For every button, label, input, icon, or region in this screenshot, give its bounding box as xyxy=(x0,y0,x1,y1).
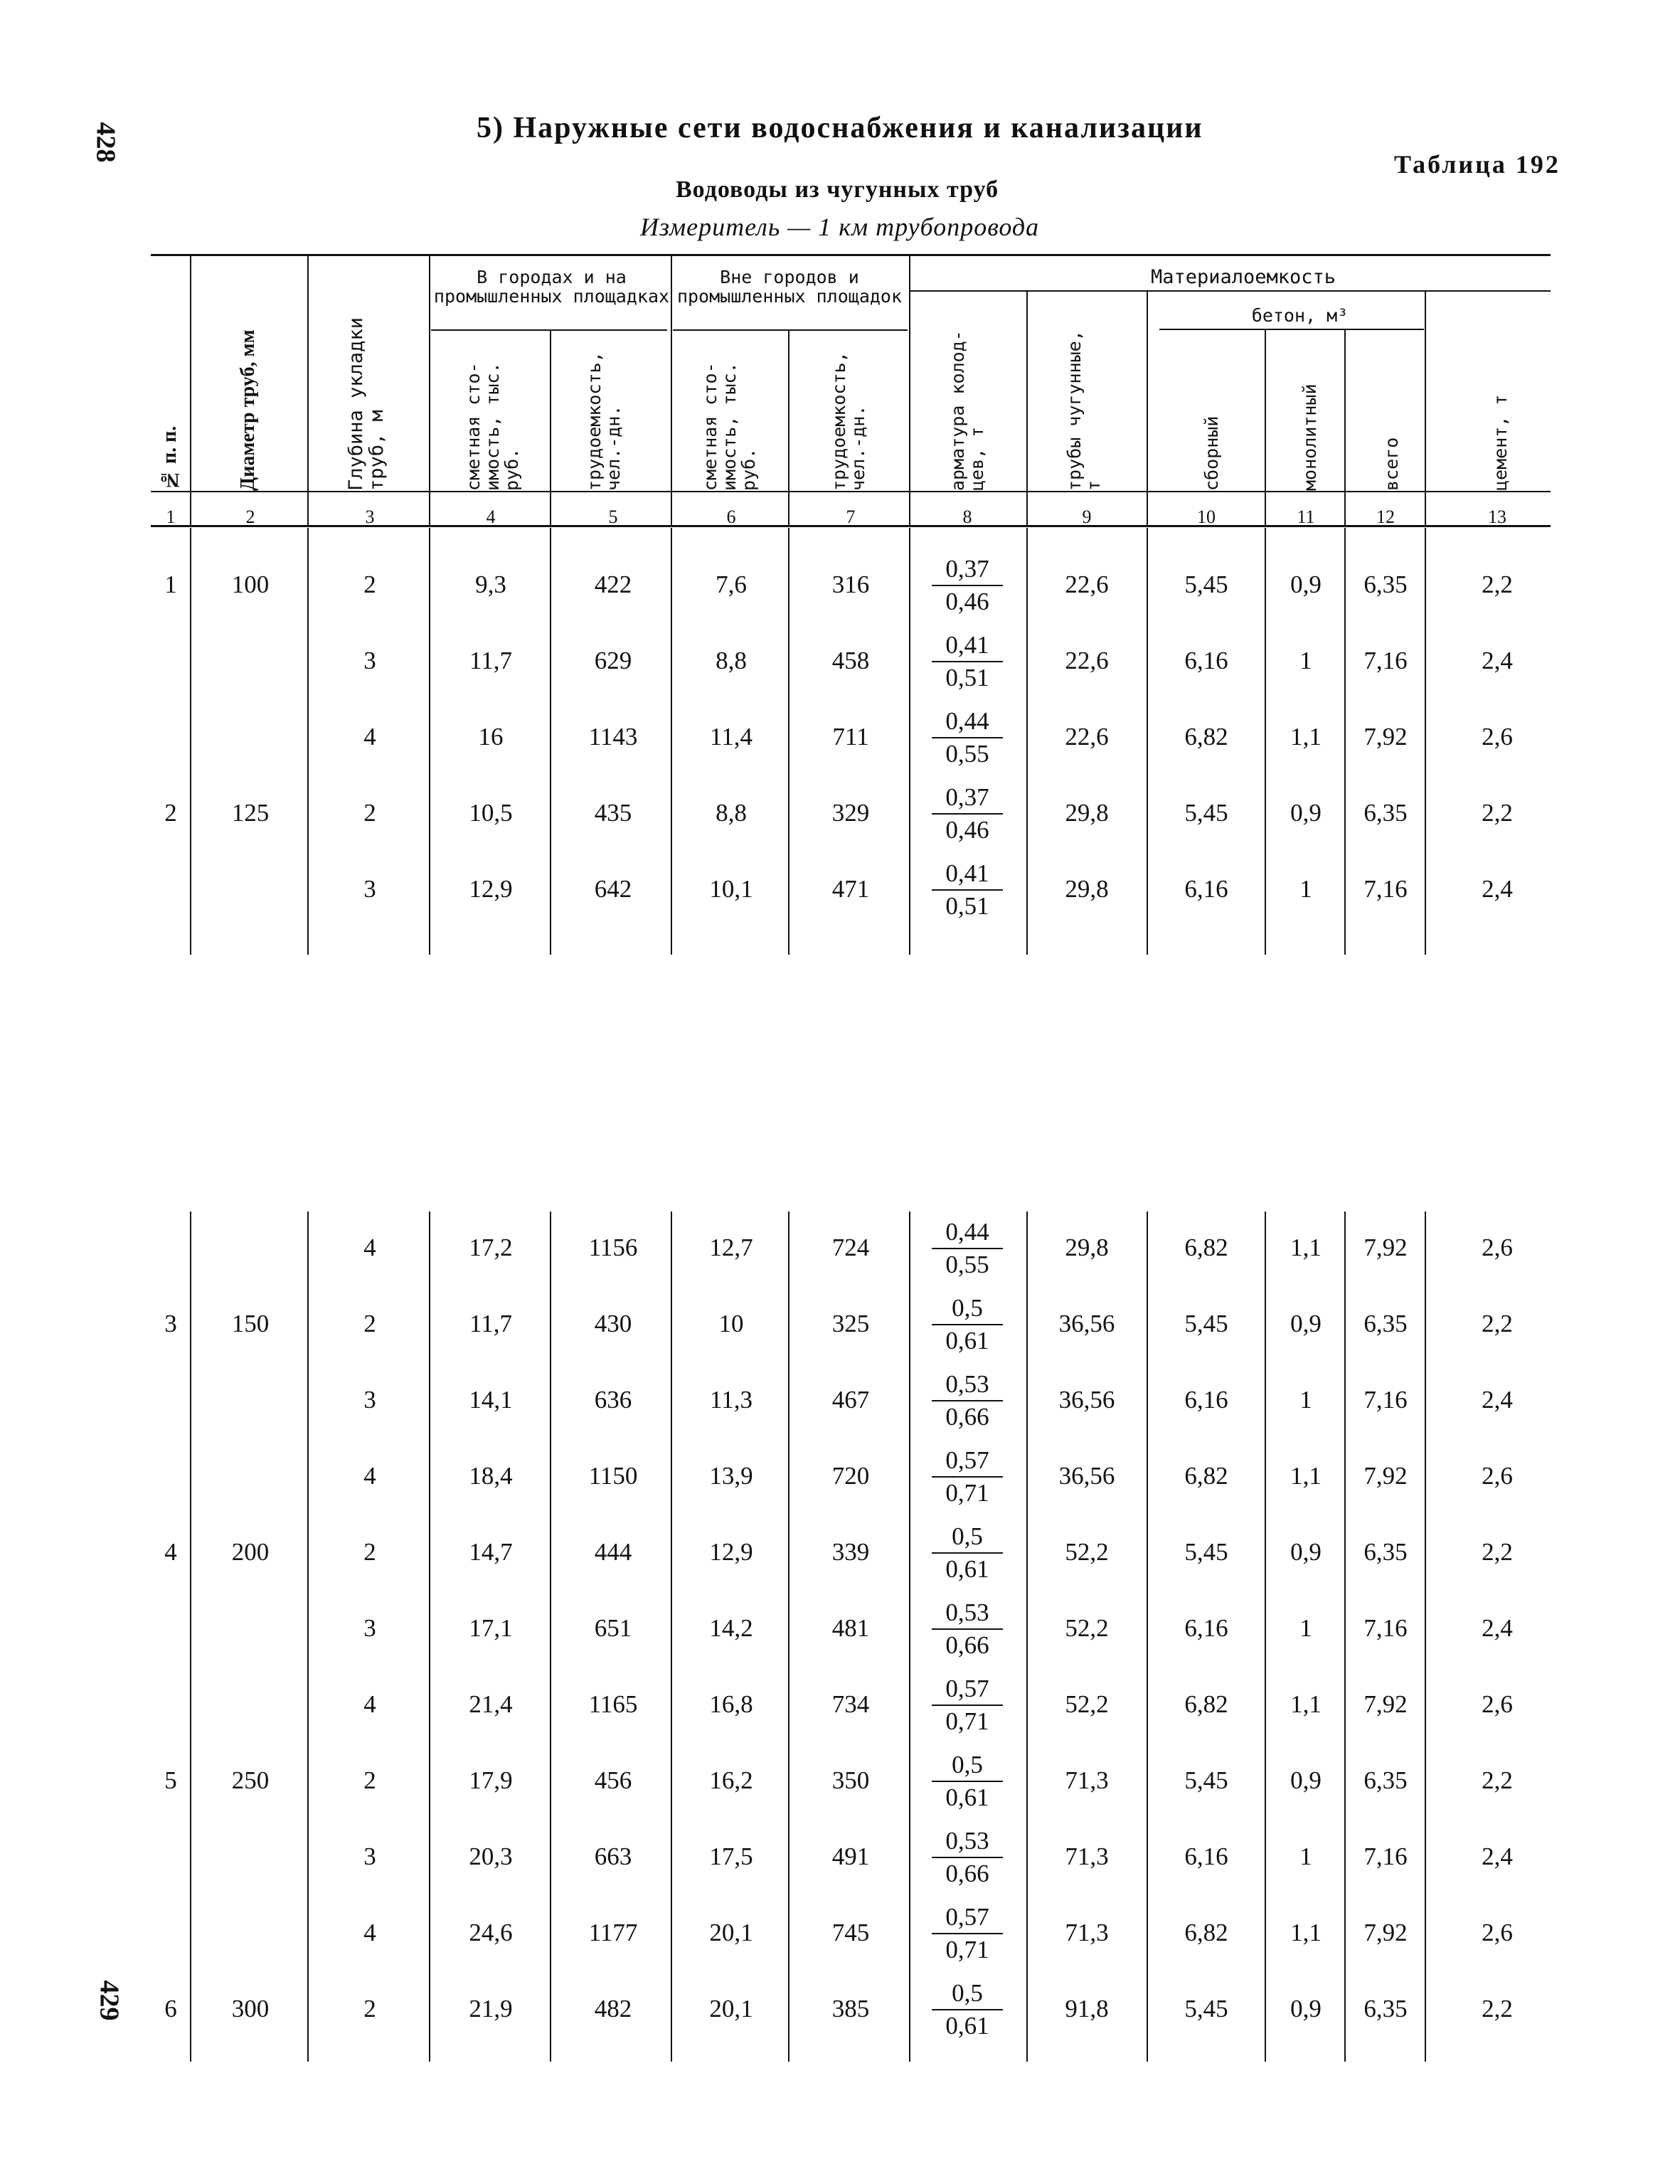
fraction-denominator: 0,61 xyxy=(945,2012,989,2040)
monolithic-concrete: 0,9 xyxy=(1290,1995,1322,2023)
header-city-labor: трудоемкость, чел.-дн. xyxy=(584,351,624,491)
outside-labor: 458 xyxy=(831,647,870,674)
outside-cost: 10,1 xyxy=(709,875,753,903)
rebar-fraction xyxy=(932,1673,1003,1737)
fraction-denominator: 0,61 xyxy=(945,1555,989,1583)
precast-concrete: 5,45 xyxy=(1184,1766,1228,1794)
header-rebar: арматура колод- цев, т xyxy=(947,330,987,491)
body-column-divider xyxy=(307,528,309,955)
table-subtitle: Водоводы из чугунных труб xyxy=(676,176,999,203)
laying-depth: 4 xyxy=(363,1690,376,1718)
outside-cost: 8,8 xyxy=(716,647,747,674)
column-number: 4 xyxy=(486,507,496,527)
body-column-divider xyxy=(909,1212,910,2062)
outside-group-rule xyxy=(673,329,908,331)
cement: 2,4 xyxy=(1482,1843,1513,1870)
city-group-rule xyxy=(431,329,667,331)
fraction-denominator: 0,66 xyxy=(945,1860,989,1887)
cement: 2,6 xyxy=(1482,1919,1513,1946)
column-number: 3 xyxy=(365,507,375,527)
header-total: всего xyxy=(1381,437,1402,491)
cast-iron-pipes: 22,6 xyxy=(1065,723,1109,751)
cast-iron-pipes: 29,8 xyxy=(1065,799,1109,827)
cast-iron-pipes: 36,56 xyxy=(1058,1462,1115,1490)
monolithic-concrete: 1,1 xyxy=(1290,1690,1322,1718)
header-group-material: Материалоемкость xyxy=(1150,266,1336,288)
cast-iron-pipes: 52,2 xyxy=(1065,1690,1109,1718)
laying-depth: 2 xyxy=(363,1766,376,1794)
cast-iron-pipes: 71,3 xyxy=(1065,1919,1109,1946)
cast-iron-pipes: 36,56 xyxy=(1058,1310,1115,1337)
row-number: 4 xyxy=(164,1538,177,1566)
cast-iron-pipes: 29,8 xyxy=(1065,1234,1109,1261)
monolithic-concrete: 1,1 xyxy=(1290,1462,1322,1490)
rebar-fraction xyxy=(932,706,1003,770)
fraction-numerator: 0,44 xyxy=(932,706,1003,738)
precast-concrete: 6,82 xyxy=(1184,1234,1228,1261)
outside-labor: 491 xyxy=(831,1843,870,1870)
pipe-diameter: 125 xyxy=(231,799,270,827)
laying-depth: 2 xyxy=(363,571,376,598)
laying-depth: 2 xyxy=(363,1995,376,2023)
precast-concrete: 6,16 xyxy=(1184,647,1228,674)
city-labor: 642 xyxy=(594,875,632,903)
pipe-diameter: 150 xyxy=(231,1310,270,1337)
row-number: 3 xyxy=(164,1310,177,1337)
body-column-divider xyxy=(671,528,672,955)
city-labor: 1143 xyxy=(588,723,638,751)
outside-labor: 481 xyxy=(831,1614,870,1642)
fraction-numerator: 0,53 xyxy=(932,1825,1003,1858)
outside-cost: 7,6 xyxy=(716,571,747,598)
rebar-fraction xyxy=(932,1597,1003,1661)
fraction-denominator: 0,55 xyxy=(945,740,989,768)
city-labor: 1177 xyxy=(588,1919,638,1946)
outside-labor: 385 xyxy=(831,1995,870,2023)
column-number: 12 xyxy=(1376,507,1395,527)
monolithic-concrete: 1 xyxy=(1299,1843,1312,1870)
total-concrete: 7,16 xyxy=(1363,1386,1408,1414)
cement: 2,2 xyxy=(1482,1995,1513,2023)
outside-cost: 12,9 xyxy=(709,1538,753,1566)
cement: 2,4 xyxy=(1482,647,1513,674)
city-labor: 651 xyxy=(594,1614,632,1642)
cement: 2,4 xyxy=(1482,1386,1513,1414)
fraction-numerator: 0,5 xyxy=(932,1293,1003,1325)
table-label: Таблица 192 xyxy=(1394,150,1561,179)
city-labor: 435 xyxy=(594,799,632,827)
precast-concrete: 6,82 xyxy=(1184,723,1228,751)
header-bottom-rule xyxy=(151,491,1551,492)
table-top-rule xyxy=(151,254,1551,256)
header-group-outside: Вне городов и промышленных площадок xyxy=(676,267,903,307)
column-number: 6 xyxy=(726,507,736,527)
body-column-divider xyxy=(1026,528,1028,955)
cement: 2,2 xyxy=(1482,1538,1513,1566)
city-cost: 20,3 xyxy=(469,1843,513,1870)
header-column-divider xyxy=(671,254,672,525)
column-number: 9 xyxy=(1082,507,1092,527)
outside-labor: 339 xyxy=(831,1538,870,1566)
header-outside-cost: сметная сто- имость, тыс. руб. xyxy=(700,362,759,491)
body-column-divider xyxy=(550,528,551,955)
cement: 2,4 xyxy=(1482,1614,1513,1642)
rebar-fraction xyxy=(932,1216,1003,1281)
city-cost: 17,1 xyxy=(469,1614,513,1642)
laying-depth: 2 xyxy=(363,1310,376,1337)
header-column-divider xyxy=(1026,290,1028,525)
fraction-numerator: 0,41 xyxy=(932,858,1003,891)
measure-unit: Измеритель — 1 км трубопровода xyxy=(640,213,1040,241)
monolithic-concrete: 1,1 xyxy=(1290,1919,1322,1946)
monolithic-concrete: 0,9 xyxy=(1290,1538,1322,1566)
fraction-denominator: 0,51 xyxy=(945,664,989,691)
laying-depth: 4 xyxy=(363,723,376,751)
material-group-rule xyxy=(909,290,1551,292)
header-column-divider xyxy=(1147,290,1148,525)
outside-cost: 12,7 xyxy=(709,1234,753,1261)
cast-iron-pipes: 52,2 xyxy=(1065,1614,1109,1642)
fraction-numerator: 0,53 xyxy=(932,1597,1003,1630)
city-cost: 11,7 xyxy=(469,1310,512,1337)
fraction-denominator: 0,61 xyxy=(945,1327,989,1355)
laying-depth: 4 xyxy=(363,1462,376,1490)
fraction-numerator: 0,37 xyxy=(932,553,1003,586)
outside-labor: 329 xyxy=(831,799,870,827)
outside-cost: 20,1 xyxy=(709,1995,753,2023)
rebar-fraction xyxy=(932,1978,1003,2042)
header-city-cost: сметная сто- имость, тыс. руб. xyxy=(463,362,522,491)
concrete-group-rule xyxy=(1159,329,1424,330)
outside-labor: 316 xyxy=(831,571,870,598)
precast-concrete: 6,16 xyxy=(1184,875,1228,903)
header-column-divider xyxy=(1425,290,1426,525)
city-cost: 21,4 xyxy=(469,1690,513,1718)
header-column-divider xyxy=(550,329,551,525)
header-outside-labor: трудоемкость, чел.-дн. xyxy=(829,351,868,491)
total-concrete: 6,35 xyxy=(1363,1538,1408,1566)
monolithic-concrete: 1 xyxy=(1299,1386,1312,1414)
body-column-divider xyxy=(550,1212,551,2062)
fraction-numerator: 0,5 xyxy=(932,1521,1003,1554)
body-column-divider xyxy=(788,528,790,955)
precast-concrete: 6,16 xyxy=(1184,1386,1228,1414)
cast-iron-pipes: 52,2 xyxy=(1065,1538,1109,1566)
precast-concrete: 6,16 xyxy=(1184,1843,1228,1870)
city-cost: 18,4 xyxy=(469,1462,513,1490)
precast-concrete: 6,16 xyxy=(1184,1614,1228,1642)
laying-depth: 3 xyxy=(363,1614,376,1642)
fraction-denominator: 0,71 xyxy=(945,1707,989,1735)
city-cost: 14,1 xyxy=(469,1386,513,1414)
precast-concrete: 5,45 xyxy=(1184,571,1228,598)
total-concrete: 7,16 xyxy=(1363,875,1408,903)
cement: 2,2 xyxy=(1482,799,1513,827)
city-labor: 629 xyxy=(594,647,632,674)
rebar-fraction xyxy=(932,1521,1003,1585)
total-concrete: 7,92 xyxy=(1363,1234,1408,1261)
city-cost: 24,6 xyxy=(469,1919,513,1946)
outside-cost: 10 xyxy=(718,1310,744,1337)
cement: 2,2 xyxy=(1482,1766,1513,1794)
precast-concrete: 6,82 xyxy=(1184,1690,1228,1718)
page-number-top: 428 xyxy=(90,122,121,163)
total-concrete: 7,16 xyxy=(1363,1843,1408,1870)
pipe-diameter: 250 xyxy=(231,1766,270,1794)
fraction-denominator: 0,51 xyxy=(945,892,989,920)
city-cost: 11,7 xyxy=(469,647,512,674)
city-labor: 636 xyxy=(594,1386,632,1414)
city-cost: 10,5 xyxy=(469,799,513,827)
city-cost: 21,9 xyxy=(469,1995,513,2023)
monolithic-concrete: 1 xyxy=(1299,647,1312,674)
precast-concrete: 6,82 xyxy=(1184,1462,1228,1490)
fraction-denominator: 0,66 xyxy=(945,1403,989,1431)
body-column-divider xyxy=(1026,1212,1028,2062)
outside-labor: 467 xyxy=(831,1386,870,1414)
precast-concrete: 5,45 xyxy=(1184,1310,1228,1337)
cast-iron-pipes: 91,8 xyxy=(1065,1995,1109,2023)
header-group-city: В городах и на промышленных площадках xyxy=(433,267,670,307)
precast-concrete: 6,82 xyxy=(1184,1919,1228,1946)
total-concrete: 7,92 xyxy=(1363,1462,1408,1490)
header-column-divider xyxy=(1344,329,1346,525)
column-number: 5 xyxy=(608,507,618,527)
laying-depth: 3 xyxy=(363,647,376,674)
outside-cost: 17,5 xyxy=(709,1843,753,1870)
outside-labor: 325 xyxy=(831,1310,870,1337)
outside-labor: 720 xyxy=(831,1462,870,1490)
city-labor: 1165 xyxy=(588,1690,638,1718)
section-title: 5) Наружные сети водоснабжения и канализации xyxy=(477,112,1203,144)
rebar-fraction xyxy=(932,553,1003,617)
cement: 2,4 xyxy=(1482,875,1513,903)
total-concrete: 6,35 xyxy=(1363,1310,1408,1337)
total-concrete: 6,35 xyxy=(1363,1766,1408,1794)
outside-cost: 11,4 xyxy=(710,723,753,751)
city-cost: 17,2 xyxy=(469,1234,513,1261)
header-row-number: № п. п. xyxy=(159,425,181,491)
pipe-diameter: 200 xyxy=(231,1538,270,1566)
page-number-bottom: 429 xyxy=(94,1980,124,2021)
rebar-fraction xyxy=(932,782,1003,846)
body-column-divider xyxy=(1147,528,1148,955)
header-column-divider xyxy=(909,254,910,525)
city-labor: 1156 xyxy=(588,1234,638,1261)
header-column-divider xyxy=(307,254,309,525)
fraction-denominator: 0,71 xyxy=(945,1936,989,1963)
city-labor: 663 xyxy=(594,1843,632,1870)
outside-labor: 711 xyxy=(832,723,869,751)
body-column-divider xyxy=(1147,1212,1148,2062)
monolithic-concrete: 1,1 xyxy=(1290,1234,1322,1261)
header-column-divider xyxy=(1265,329,1266,525)
city-cost: 9,3 xyxy=(475,571,506,598)
rebar-fraction xyxy=(932,1749,1003,1813)
rebar-fraction xyxy=(932,858,1003,922)
city-labor: 430 xyxy=(594,1310,632,1337)
cast-iron-pipes: 71,3 xyxy=(1065,1766,1109,1794)
rebar-fraction xyxy=(932,1293,1003,1357)
header-monolithic: монолитный xyxy=(1299,383,1320,491)
row-number: 5 xyxy=(164,1766,177,1794)
total-concrete: 6,35 xyxy=(1363,1995,1408,2023)
city-cost: 12,9 xyxy=(469,875,513,903)
city-labor: 444 xyxy=(594,1538,632,1566)
header-column-divider xyxy=(788,329,790,525)
total-concrete: 7,92 xyxy=(1363,1919,1408,1946)
column-number: 13 xyxy=(1488,507,1506,527)
pipe-diameter: 100 xyxy=(231,571,270,598)
cement: 2,6 xyxy=(1482,1690,1513,1718)
rebar-fraction xyxy=(932,1902,1003,1966)
column-number: 7 xyxy=(846,507,856,527)
fraction-denominator: 0,66 xyxy=(945,1631,989,1659)
column-number: 1 xyxy=(166,507,176,527)
total-concrete: 6,35 xyxy=(1363,571,1408,598)
outside-labor: 471 xyxy=(831,875,870,903)
fraction-denominator: 0,46 xyxy=(945,588,989,615)
body-column-divider xyxy=(429,1212,430,2062)
precast-concrete: 5,45 xyxy=(1184,1538,1228,1566)
cast-iron-pipes: 71,3 xyxy=(1065,1843,1109,1870)
city-cost: 16 xyxy=(478,723,504,751)
total-concrete: 6,35 xyxy=(1363,799,1408,827)
fraction-numerator: 0,57 xyxy=(932,1902,1003,1934)
header-column-divider xyxy=(429,254,430,525)
column-number: 11 xyxy=(1297,507,1315,527)
laying-depth: 3 xyxy=(363,875,376,903)
cast-iron-pipes: 36,56 xyxy=(1058,1386,1115,1414)
row-number: 6 xyxy=(164,1995,177,2023)
header-cast-iron-pipes: трубы чугунные, т xyxy=(1064,330,1104,491)
fraction-numerator: 0,41 xyxy=(932,630,1003,662)
cement: 2,2 xyxy=(1482,571,1513,598)
outside-cost: 14,2 xyxy=(709,1614,753,1642)
body-column-divider xyxy=(671,1212,672,2062)
monolithic-concrete: 1 xyxy=(1299,875,1312,903)
laying-depth: 2 xyxy=(363,1538,376,1566)
city-labor: 456 xyxy=(594,1766,632,1794)
cement: 2,6 xyxy=(1482,1234,1513,1261)
rebar-fraction xyxy=(932,630,1003,694)
outside-labor: 724 xyxy=(831,1234,870,1261)
laying-depth: 4 xyxy=(363,1919,376,1946)
rebar-fraction xyxy=(932,1369,1003,1433)
fraction-denominator: 0,55 xyxy=(945,1251,989,1278)
column-number: 8 xyxy=(962,507,972,527)
rebar-fraction xyxy=(932,1825,1003,1889)
outside-cost: 16,2 xyxy=(709,1766,753,1794)
rebar-fraction xyxy=(932,1445,1003,1509)
fraction-denominator: 0,71 xyxy=(945,1479,989,1507)
outside-labor: 734 xyxy=(831,1690,870,1718)
row-number: 1 xyxy=(164,571,177,598)
outside-cost: 13,9 xyxy=(709,1462,753,1490)
monolithic-concrete: 0,9 xyxy=(1290,799,1322,827)
header-precast: сборный xyxy=(1201,415,1222,491)
total-concrete: 7,16 xyxy=(1363,1614,1408,1642)
fraction-numerator: 0,53 xyxy=(932,1369,1003,1401)
fraction-numerator: 0,37 xyxy=(932,782,1003,815)
city-cost: 14,7 xyxy=(469,1538,513,1566)
city-labor: 422 xyxy=(594,571,632,598)
outside-cost: 8,8 xyxy=(716,799,747,827)
header-pipe-diameter: Диаметр труб, мм xyxy=(237,329,259,491)
body-column-divider xyxy=(429,528,430,955)
city-labor: 1150 xyxy=(588,1462,638,1490)
monolithic-concrete: 0,9 xyxy=(1290,571,1322,598)
outside-cost: 16,8 xyxy=(709,1690,753,1718)
header-column-divider xyxy=(190,254,191,525)
cement: 2,2 xyxy=(1482,1310,1513,1337)
precast-concrete: 5,45 xyxy=(1184,799,1228,827)
fraction-denominator: 0,61 xyxy=(945,1783,989,1811)
column-number: 10 xyxy=(1197,507,1216,527)
cement: 2,6 xyxy=(1482,723,1513,751)
city-labor: 482 xyxy=(594,1995,632,2023)
laying-depth: 2 xyxy=(363,799,376,827)
body-column-divider xyxy=(307,1212,309,2062)
body-column-divider xyxy=(909,528,910,955)
column-number: 2 xyxy=(245,507,255,527)
row-number: 2 xyxy=(164,799,177,827)
fraction-numerator: 0,57 xyxy=(932,1445,1003,1478)
body-column-divider xyxy=(788,1212,790,2062)
monolithic-concrete: 1 xyxy=(1299,1614,1312,1642)
header-group-concrete: бетон, м³ xyxy=(1251,305,1349,326)
outside-cost: 11,3 xyxy=(710,1386,753,1414)
precast-concrete: 5,45 xyxy=(1184,1995,1228,2023)
cast-iron-pipes: 22,6 xyxy=(1065,571,1109,598)
monolithic-concrete: 0,9 xyxy=(1290,1766,1322,1794)
fraction-numerator: 0,5 xyxy=(932,1978,1003,2010)
fraction-numerator: 0,5 xyxy=(932,1749,1003,1782)
monolithic-concrete: 0,9 xyxy=(1290,1310,1322,1337)
outside-cost: 20,1 xyxy=(709,1919,753,1946)
total-concrete: 7,16 xyxy=(1363,647,1408,674)
outside-labor: 745 xyxy=(831,1919,870,1946)
total-concrete: 7,92 xyxy=(1363,723,1408,751)
pipe-diameter: 300 xyxy=(231,1995,270,2023)
cast-iron-pipes: 29,8 xyxy=(1065,875,1109,903)
monolithic-concrete: 1,1 xyxy=(1290,723,1322,751)
laying-depth: 3 xyxy=(363,1386,376,1414)
city-cost: 17,9 xyxy=(469,1766,513,1794)
header-laying-depth: Глубина укладки труб, м xyxy=(345,317,388,491)
total-concrete: 7,92 xyxy=(1363,1690,1408,1718)
fraction-numerator: 0,44 xyxy=(932,1216,1003,1249)
cement: 2,6 xyxy=(1482,1462,1513,1490)
fraction-numerator: 0,57 xyxy=(932,1673,1003,1706)
outside-labor: 350 xyxy=(831,1766,870,1794)
fraction-denominator: 0,46 xyxy=(945,816,989,844)
laying-depth: 4 xyxy=(363,1234,376,1261)
body-column-divider xyxy=(190,1212,191,2062)
laying-depth: 3 xyxy=(363,1843,376,1870)
cast-iron-pipes: 22,6 xyxy=(1065,647,1109,674)
header-cement: цемент, т xyxy=(1490,394,1511,491)
